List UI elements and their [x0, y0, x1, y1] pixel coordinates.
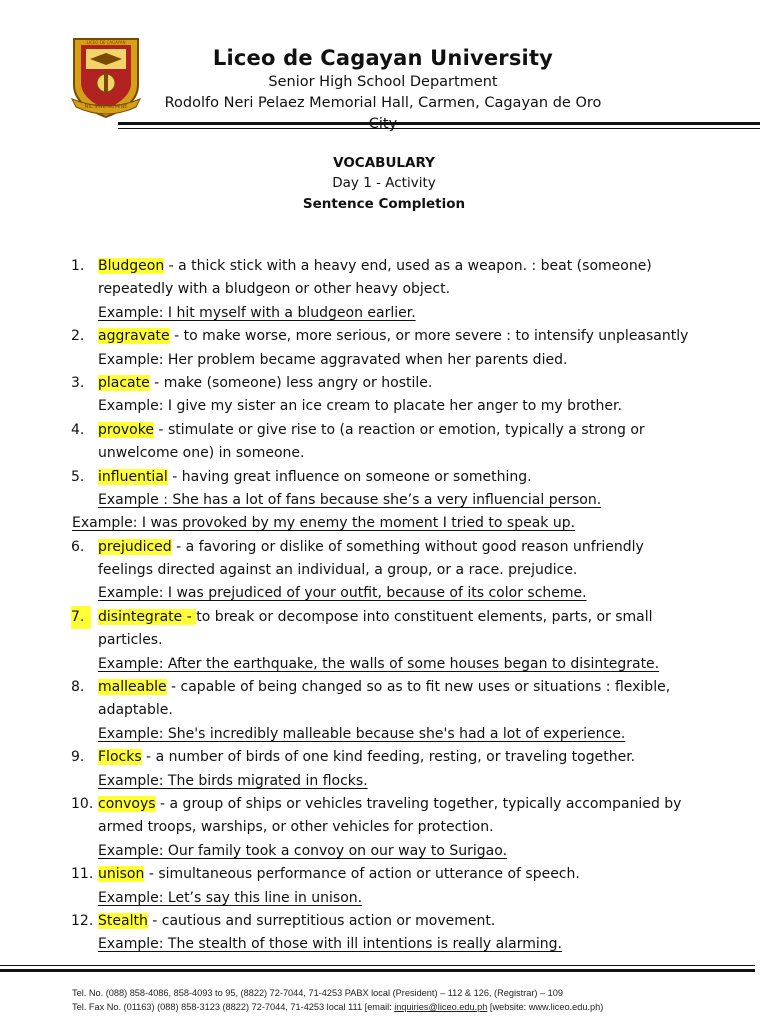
vocab-word: aggravate: [98, 328, 170, 345]
vocab-word: unison: [98, 866, 145, 883]
list-item: 8. malleable - capable of being changed so as to fit new uses or situations : flexible,: [0, 676, 768, 699]
list-item: 2. aggravate - to make worse, more serious, or more severe : to intensify unpleasantly: [0, 325, 768, 348]
vocab-word: Stealth: [98, 912, 148, 929]
example-sentence: Example: After the earthquake, the walls of some houses began to disintegrate.: [98, 655, 660, 672]
item-number: 3.: [71, 374, 85, 391]
vocab-word: Bludgeon: [98, 258, 165, 274]
example-sentence: Example: I was prejudiced of your outfit, because of its color scheme.: [98, 585, 587, 602]
definition: capable of being changed so as to fit new uses or situations : flexible,: [180, 679, 671, 696]
vocab-word: placate: [98, 374, 150, 391]
definition: cautious and surreptitious action or movement.: [161, 912, 496, 929]
vocab-word: influential: [98, 468, 168, 485]
definition: to make worse, more serious, or more severe : to intensify unpleasantly: [183, 328, 689, 345]
item-number: 10.: [71, 795, 94, 812]
definition-cont: adaptable.: [98, 702, 173, 719]
definition: simultaneous performance of action or utterance of speech.: [158, 866, 580, 883]
footer-fax-line: Tel. Fax No. (01163) (088) 858-3123 (8822) 72-7044, 71-4253 local 111 [email: inquiries@liceo.edu.ph [website: www.liceo.edu.ph): [72, 1002, 604, 1012]
item-number: 2.: [71, 328, 85, 345]
list-item: 10. convoys - a group of ships or vehicles traveling together, typically accompanied by: [0, 793, 768, 816]
item-number: 5.: [71, 468, 85, 485]
item-number: 9.: [71, 749, 85, 766]
example-sentence: Example : She has a lot of fans because she’s a very influencial person.: [98, 491, 602, 508]
vocab-word: convoys: [98, 795, 156, 812]
definition-cont: particles.: [98, 632, 163, 649]
example-sentence: Example: The birds migrated in flocks.: [98, 772, 368, 789]
footer-rule-thin: [0, 965, 755, 966]
definition-cont: repeatedly with a bludgeon or other heavy object.: [98, 281, 451, 298]
example-sentence: Example: The stealth of those with ill intentions is really alarming.: [98, 936, 562, 953]
example-sentence: Example: I give my sister an ice cream to placate her anger to my brother.: [98, 398, 622, 415]
list-item: 4. provoke - stimulate or give rise to (a reaction or emotion, typically a strong or: [0, 419, 768, 442]
definition: stimulate or give rise to (a reaction or emotion, typically a strong or: [167, 421, 645, 438]
vocab-word: disintegrate -: [98, 608, 197, 625]
definition: having great influence on someone or something.: [181, 468, 532, 485]
definition: to break or decompose into constituent elements, parts, or small: [196, 608, 653, 625]
university-seal-logo: [66, 33, 146, 123]
example-sentence: Example: Her problem became aggravated when her parents died.: [98, 351, 568, 368]
list-item: 11. unison - simultaneous performance of action or utterance of speech.: [0, 863, 768, 886]
department-name: Senior High School Department: [268, 74, 498, 90]
activity-subtitle: Sentence Completion: [302, 196, 466, 212]
footer-phone-line: Tel. No. (088) 858-4086, 858-4093 to 95, (8822) 72-7044, 71-4253 PABX local (President) – 112 & 126, (Registrar) – 109: [72, 988, 563, 998]
definition-cont: armed troops, warships, or other vehicles for protection.: [98, 819, 494, 836]
vocab-word: Flocks: [98, 749, 142, 766]
vocab-word: prejudiced: [98, 538, 172, 555]
definition-cont: unwelcome one) in someone.: [98, 445, 305, 462]
item-number: 12.: [71, 912, 94, 929]
item-number: 11.: [71, 866, 94, 883]
list-item: 12. Stealth - cautious and surreptitious action or movement.: [0, 910, 768, 933]
example-sentence: Example: She's incredibly malleable because she's had a lot of experience.: [98, 725, 626, 742]
header-rule-thin: [118, 128, 760, 129]
list-item: 9. Flocks - a number of birds of one kind feeding, resting, or traveling together.: [0, 746, 768, 769]
definition: a number of birds of one kind feeding, resting, or traveling together.: [155, 749, 636, 766]
footer-contact: [72, 986, 603, 1014]
list-item: 6. prejudiced - a favoring or dislike of something without good reason unfriendly: [0, 536, 768, 559]
item-number: 4.: [71, 421, 85, 438]
definition: a group of ships or vehicles traveling together, typically accompanied by: [169, 795, 682, 812]
vocabulary-list: [0, 255, 768, 957]
list-item: 3. placate - make (someone) less angry or hostile.: [0, 372, 768, 395]
definition-cont: feelings directed against an individual, a group, or a race. prejudice.: [98, 562, 578, 579]
list-item: 5. influential - having great influence on someone or something.: [0, 466, 768, 489]
footer-rule-thick: [0, 969, 755, 972]
list-item: [0, 606, 768, 629]
section-title: VOCABULARY: [333, 155, 435, 171]
list-item: 1. Bludgeon - a thick stick with a heavy end, used as a weapon. : beat (someone): [0, 255, 768, 278]
example-sentence: Example: I hit myself with a bludgeon earlier.: [98, 304, 416, 321]
svg-text:LICEO DE CAGAYAN: LICEO DE CAGAYAN: [86, 40, 126, 45]
address: Rodolfo Neri Pelaez Memorial Hall, Carmen, Cagayan de Oro: [164, 95, 602, 111]
item-number: 7.: [71, 606, 91, 629]
item-number: 8.: [71, 679, 85, 696]
day-label: Day 1 - Activity: [332, 175, 436, 191]
definition: a favoring or dislike of something without good reason unfriendly: [185, 538, 644, 555]
header-rule-thick: [118, 122, 760, 125]
definition: make (someone) less angry or hostile.: [163, 374, 433, 391]
item-number: 6.: [71, 538, 85, 555]
example-sentence: Example: Let’s say this line in unison.: [98, 889, 363, 906]
item-number: 1.: [71, 258, 85, 274]
vocab-word: provoke: [98, 421, 154, 438]
definition: a thick stick with a heavy end, used as a weapon. : beat (someone): [178, 258, 652, 274]
example-sentence: Example: Our family took a convoy on our way to Surigao.: [98, 842, 508, 859]
vocab-word: malleable: [98, 679, 167, 696]
svg-text:NIL SINE NUMINE: NIL SINE NUMINE: [84, 104, 128, 110]
stray-example-sentence: Example: I was provoked by my enemy the moment I tried to speak up.: [72, 515, 576, 532]
university-name: Liceo de Cagayan University: [212, 46, 554, 70]
email-link[interactable]: inquiries@liceo.edu.ph: [394, 1002, 488, 1012]
activity-titles: [0, 153, 768, 215]
